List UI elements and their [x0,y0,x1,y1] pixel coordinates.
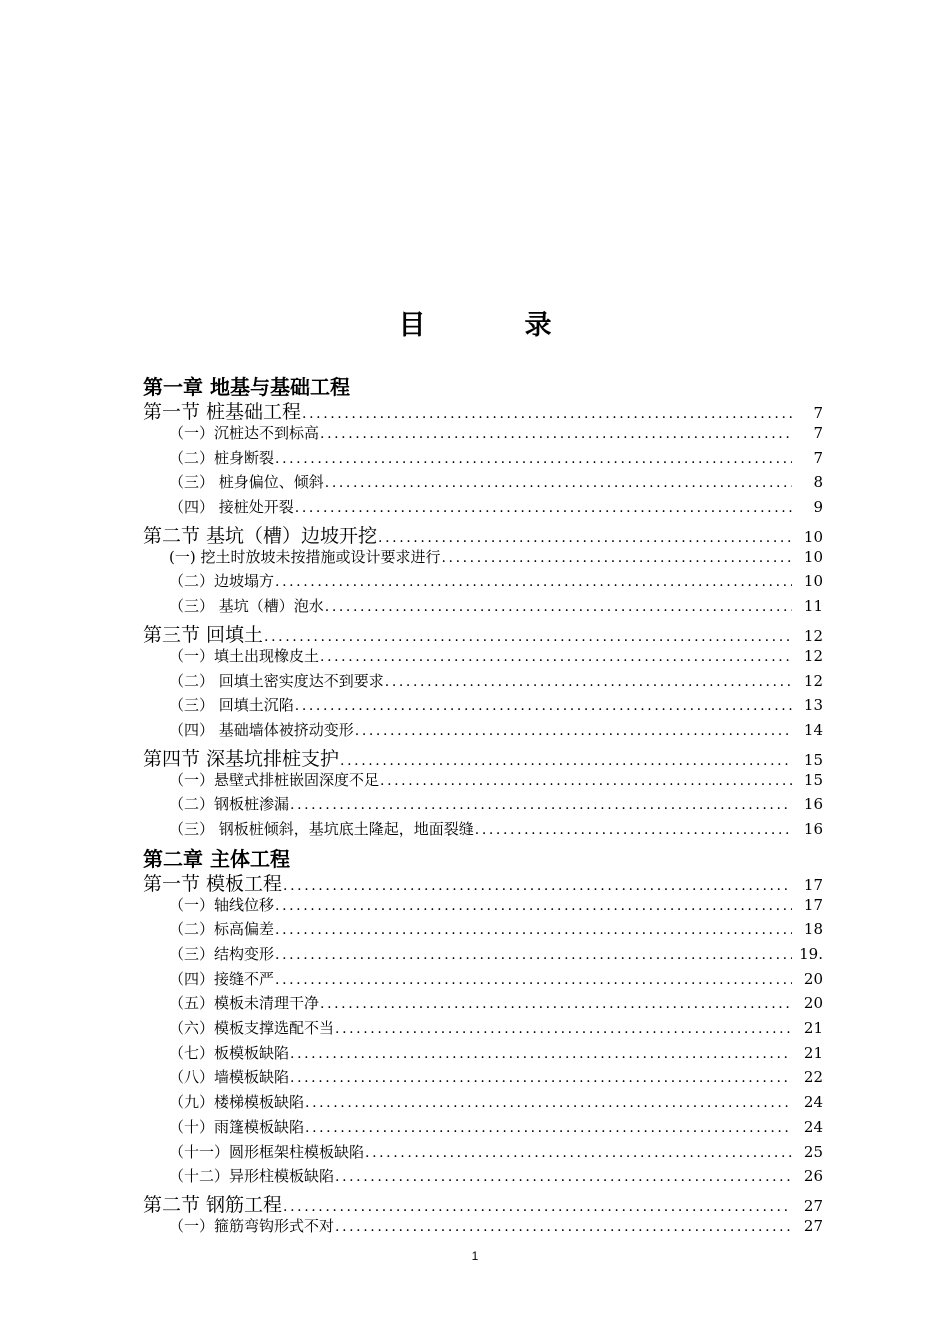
toc-entry-item[interactable] [143,447,823,472]
toc-entry-item[interactable] [143,1116,823,1141]
toc-entry-item[interactable] [143,1066,823,1091]
toc-entry-page: 7 [813,424,823,442]
toc-entry-item[interactable] [143,918,823,943]
toc-entry-page: 10 [803,527,823,546]
toc-entry-item[interactable] [143,992,823,1017]
toc-entry-item[interactable] [143,894,823,919]
toc-entry-item[interactable] [143,570,823,595]
toc-entry-page: 13 [803,696,823,715]
toc-leader-dots [275,451,792,467]
toc-leader-dots [385,674,792,690]
toc-entry-item[interactable] [143,943,823,968]
toc-title: 目 录 [398,310,588,341]
toc-entry-label: （一）沉桩达不到标高 [169,424,320,442]
toc-leader-dots [325,599,792,615]
toc-leader-dots [365,1145,792,1161]
toc-leader-dots [275,574,792,590]
toc-entry-label: （十一）圆形框架柱模板缺陷 [169,1142,365,1161]
toc-entry-item[interactable] [143,546,823,571]
toc-entry-label: （一）轴线位移 [169,895,275,914]
toc-leader-dots [283,878,792,894]
toc-leader-dots [320,996,792,1012]
toc-entry-page: 20 [803,969,823,988]
toc-entry-chapter[interactable] [143,843,823,869]
toc-entry-label: （四） 接桩处开裂 [169,498,294,517]
toc-entry-label: 第二章 主体工程 [143,846,290,869]
toc-entry-item[interactable] [143,1042,823,1067]
toc-entry-label: 第四节 深基坑排桩支护 [143,747,340,769]
toc-entry-section[interactable] [143,744,823,769]
toc-entry-label: （三） 回填土沉陷 [169,696,294,715]
toc-entry-item[interactable] [143,1215,823,1240]
toc-leader-dots [355,723,792,739]
toc-entry-label: 第二节 钢筋工程 [143,1193,283,1215]
toc-entry-page: 14 [803,720,823,739]
toc-entry-item[interactable] [143,595,823,620]
toc-entry-page: 10 [803,547,823,566]
toc-entry-label: （三） 桩身偏位、倾斜 [169,473,324,492]
toc-entry-label: （八）墙模板缺陷 [169,1068,290,1087]
toc-entry-section[interactable] [143,1190,823,1215]
toc-entry-item[interactable] [143,719,823,744]
toc-entry-page: 22 [803,1068,823,1087]
toc-entry-page: 24 [803,1117,823,1136]
toc-entry-label: （十二）异形柱模板缺陷 [169,1167,335,1186]
toc-leader-dots [290,797,792,813]
toc-entry-item[interactable] [143,968,823,993]
toc-entry-page: 9 [813,498,823,517]
toc-entry-item[interactable] [143,769,823,794]
toc-entry-page: 20 [803,994,823,1013]
toc-entry-page: 25 [803,1142,823,1161]
toc-entry-label: （四）接缝不严 [169,969,275,988]
toc-leader-dots [305,1120,792,1136]
toc-leader-dots [283,1199,792,1215]
toc-entry-label: （二）钢板桩渗漏 [169,795,290,814]
toc-entry-item[interactable] [143,1165,823,1190]
toc-leader-dots [475,822,792,838]
toc-entry-item[interactable] [143,1091,823,1116]
toc-leader-dots [290,1070,792,1086]
toc-entry-label: （二）标高偏差 [169,920,275,939]
toc-entry-page: 21 [803,1043,823,1062]
toc-entry-page: 15 [803,770,823,789]
toc-leader-dots [295,698,792,714]
toc-entry-page: 12 [803,646,823,665]
toc-entry-page: 18 [803,920,823,939]
toc-entry-page: 11 [803,597,823,616]
toc-leader-dots [441,550,792,566]
toc-entry-page: 24 [803,1093,823,1112]
toc-leader-dots [335,1021,792,1037]
toc-entry-page: 26 [803,1167,823,1186]
toc-entry-label: （三） 钢板桩倾斜，基坑底土隆起，地面裂缝 [169,819,474,838]
toc-entry-item[interactable] [143,422,823,447]
toc-entry-page: 17 [803,875,823,894]
toc-leader-dots [335,1169,792,1185]
toc-entry-label: （一）箍筋弯钩形式不对 [169,1216,335,1235]
toc-entry-label: （一）填土出现橡皮土 [169,646,320,665]
toc-entry-label: （三）结构变形 [169,945,275,963]
toc-entry-item[interactable] [143,818,823,843]
toc-leader-dots [275,972,792,988]
toc-entry-page: 12 [803,671,823,690]
toc-leader-dots [378,530,792,546]
toc-leader-dots [275,922,792,938]
table-of-contents [143,371,823,1240]
toc-entry-page: 15 [803,750,823,769]
toc-entry-page: 16 [803,819,823,838]
toc-entry-label: （六）模板支撑选配不当 [169,1019,335,1038]
toc-entry-page: 12 [803,626,823,645]
toc-entry-page: 21 [803,1019,823,1038]
toc-entry-label: 第一节 桩基础工程 [143,401,302,422]
toc-entry-page: 27 [803,1216,823,1235]
toc-entry-label: （二）边坡塌方 [169,572,275,591]
toc-entry-section[interactable] [143,521,823,546]
toc-entry-label: （二）桩身断裂 [169,448,275,467]
toc-entry-label: （七）板模板缺陷 [169,1043,290,1062]
toc-entry-item[interactable] [143,670,823,695]
toc-leader-dots [264,629,792,645]
toc-entry-item[interactable] [143,1017,823,1042]
toc-entry-section[interactable] [143,397,823,422]
toc-leader-dots [295,500,792,516]
toc-entry-page: 16 [803,795,823,814]
toc-entry-page: 17 [803,895,823,914]
page-number: 1 [471,1249,479,1263]
toc-entry-label: （九）楼梯模板缺陷 [169,1093,305,1112]
toc-leader-dots [380,773,792,789]
toc-entry-section[interactable] [143,869,823,894]
toc-entry-item[interactable] [143,645,823,670]
toc-entry-label: 第一节 模板工程 [143,872,283,894]
toc-entry-label: （三） 基坑（槽）泡水 [169,597,324,616]
toc-leader-dots [275,947,792,963]
toc-entry-page: 10 [803,572,823,591]
toc-leader-dots [320,426,792,442]
toc-entry-label: （五）模板未清理干净 [169,994,320,1013]
toc-entry-section[interactable] [143,620,823,645]
toc-leader-dots [325,475,792,491]
toc-entry-page: 7 [813,448,823,467]
toc-entry-label: (一) 挖土时放坡未按措施或设计要求进行 [169,547,441,566]
toc-leader-dots [305,1095,792,1111]
toc-leader-dots [335,1219,792,1235]
toc-entry-page: 8 [813,473,823,492]
toc-leader-dots [302,406,792,422]
toc-entry-label: （十）雨篷模板缺陷 [169,1117,305,1136]
toc-entry-label: （一）悬壁式排桩嵌固深度不足 [169,770,380,789]
toc-entry-page: 7 [813,404,823,422]
toc-entry-label: 第二节 基坑（槽）边坡开挖 [143,524,378,546]
toc-entry-item[interactable] [143,1141,823,1166]
toc-entry-page: 27 [803,1196,823,1215]
toc-entry-chapter[interactable] [143,371,823,397]
toc-leader-dots [320,649,792,665]
toc-entry-label: 第一章 地基与基础工程 [143,375,350,397]
toc-leader-dots [275,898,792,914]
toc-entry-item[interactable] [143,694,823,719]
toc-entry-label: （四） 基础墙体被挤动变形 [169,720,354,739]
toc-entry-page: 19. [799,945,823,963]
toc-entry-label: （二） 回填土密实度达不到要求 [169,671,384,690]
toc-entry-item[interactable] [143,471,823,496]
toc-entry-item[interactable] [143,496,823,521]
toc-leader-dots [340,753,792,769]
toc-entry-label: 第三节 回填土 [143,623,264,645]
toc-leader-dots [290,1046,792,1062]
toc-entry-item[interactable] [143,793,823,818]
